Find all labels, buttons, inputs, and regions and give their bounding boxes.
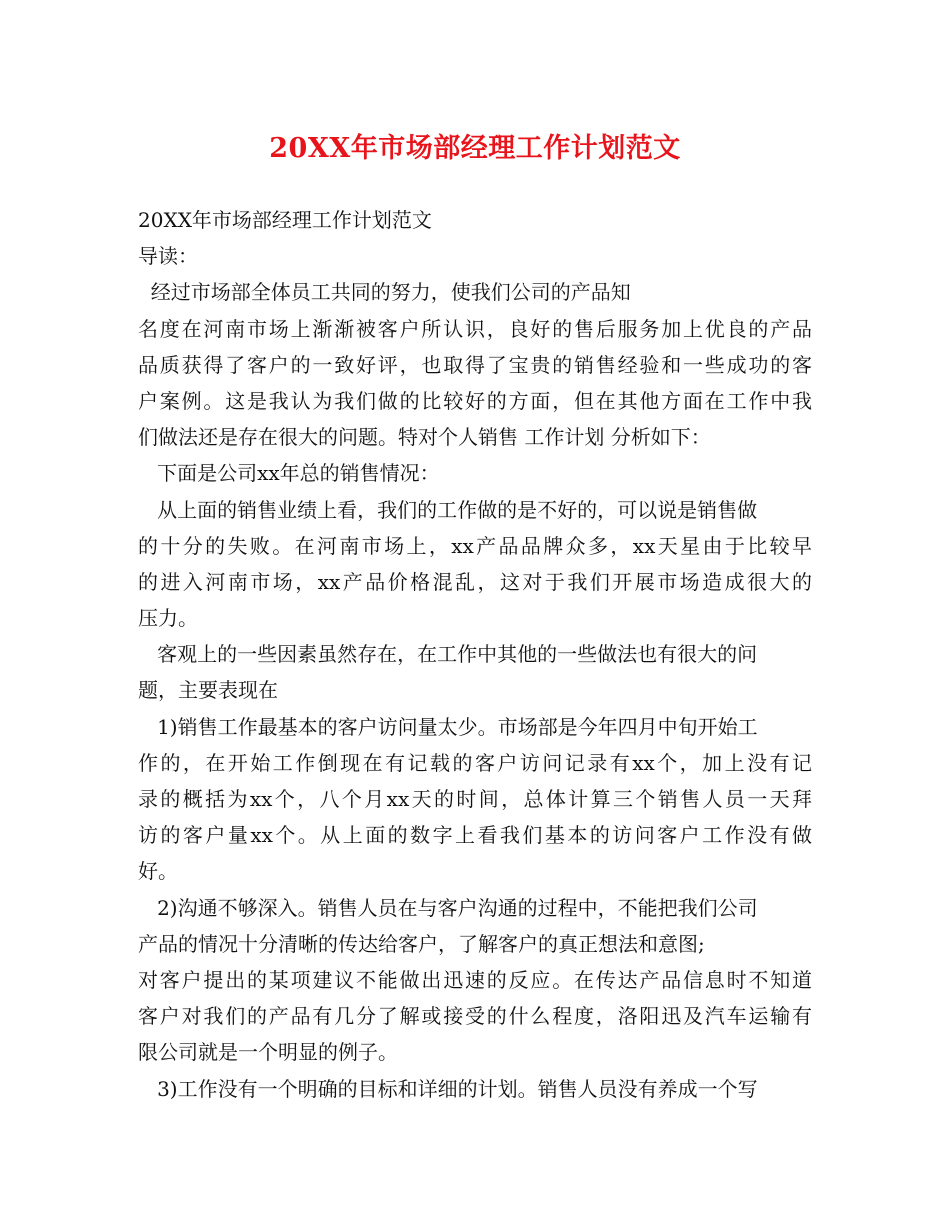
body-line: 的进入河南市场，xx产品价格混乱，这对于我们开展市场造成很大的 (138, 569, 812, 594)
body-line: 名度在河南市场上渐渐被客户所认识，良好的售后服务加上优良的产品 (138, 316, 812, 341)
body-line: 作的，在开始工作倒现在有记载的客户访问记录有xx个，加上没有记 (138, 750, 812, 775)
body-line: 好。 (138, 859, 178, 884)
document-title: 20XX年市场部经理工作计划范文 (269, 133, 681, 164)
body-line: 访的客户量xx个。从上面的数字上看我们基本的访问客户工作没有做 (138, 823, 812, 848)
body-line: 20XX年市场部经理工作计划范文 (138, 208, 432, 232)
body-line: 3)工作没有一个明确的目标和详细的计划。销售人员没有养成一个写 (138, 1076, 758, 1101)
document-body (138, 202, 812, 1107)
body-line: 题，主要表现在 (138, 678, 278, 703)
body-line: 对客户提出的某项建议不能做出迅速的反应。在传达产品信息时不知道 (138, 967, 812, 992)
body-line: 户案例。这是我认为我们做的比较好的方面，但在其他方面在工作中我 (138, 388, 812, 413)
body-line: 下面是公司xx年总的销售情况： (138, 461, 440, 486)
body-line: 的十分的失败。在河南市场上，xx产品品牌众多，xx天星由于比较早 (138, 533, 812, 558)
body-line: 客观上的一些因素虽然存在，在工作中其他的一些做法也有很大的问 (138, 642, 758, 667)
body-line: 1)销售工作最基本的客户访问量太少。市场部是今年四月中旬开始工 (138, 714, 758, 739)
body-line: 压力。 (138, 606, 198, 631)
body-line: 客户对我们的产品有几分了解或接受的什么程度，洛阳迅及汽车运输有 (138, 1004, 812, 1029)
body-line: 们做法还是存在很大的问题。特对个人销售 工作计划 分析如下： (138, 425, 711, 450)
body-line: 从上面的销售业绩上看，我们的工作做的是不好的，可以说是销售做 (138, 497, 758, 522)
body-line: 限公司就是一个明显的例子。 (138, 1040, 398, 1065)
body-line: 录的概括为xx个，八个月xx天的时间，总体计算三个销售人员一天拜 (138, 787, 812, 811)
body-line: 2)沟通不够深入。销售人员在与客户沟通的过程中，不能把我们公司 (138, 895, 758, 920)
body-line: 导读： (138, 244, 198, 269)
body-line: 品质获得了客户的一致好评，也取得了宝贵的销售经验和一些成功的客 (138, 352, 812, 377)
body-line: 产品的情况十分清晰的传达给客户，了解客户的真正想法和意图; (138, 931, 705, 956)
body-line: 经过市场部全体员工共同的努力，使我们公司的产品知 (138, 280, 631, 305)
